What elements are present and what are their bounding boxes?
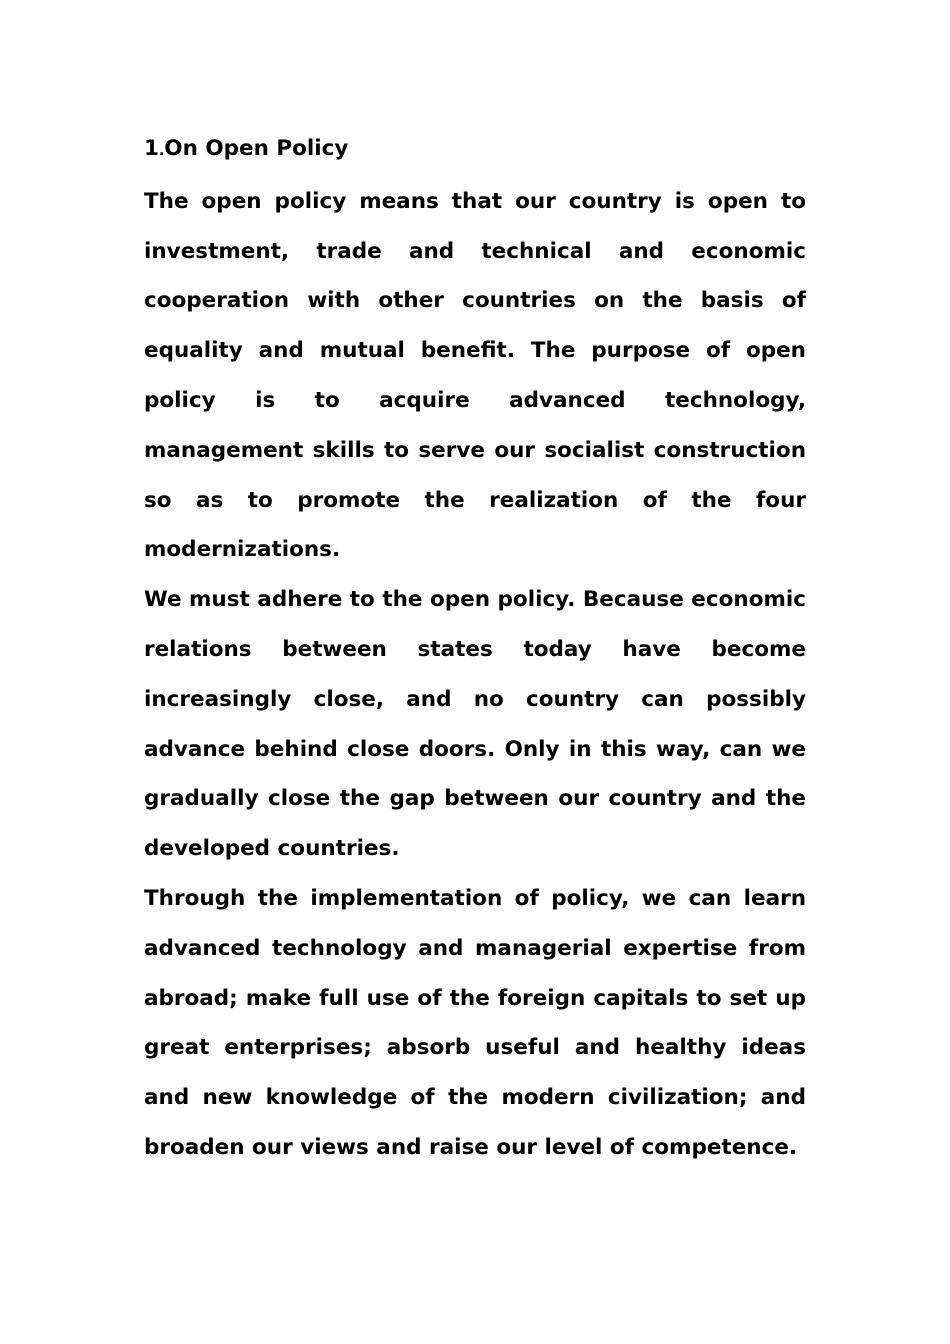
section-title: On Open Policy	[164, 136, 349, 161]
document-body	[144, 124, 806, 1173]
section-heading	[144, 124, 806, 177]
paragraph-benefits: Through the implementation of policy, we can learn advanced technology and managerial expertise from abroad; make full use of the foreign capitals to set up great enterprises; absorb useful and healthy ideas and new knowledge of the modern civilization; and broaden our views and raise our level of competence.	[144, 885, 806, 1160]
section-number: 1	[144, 136, 159, 161]
paragraph-definition: The open policy means that our country is open to investment, trade and technical and economic cooperation with other countries on the basis of equality and mutual benefit. The purpose of open policy is to acquire advanced technology, management skills to serve our socialist construction so as to promote the realization of the four modernizations.	[144, 188, 806, 563]
paragraph-adherence: We must adhere to the open policy. Because economic relations between states today have become increasingly close, and no country can possibly advance behind close doors. Only in this way, can we gradually close the gap between our country and the developed countries.	[144, 587, 806, 862]
section-number-separator: .	[158, 143, 165, 159]
